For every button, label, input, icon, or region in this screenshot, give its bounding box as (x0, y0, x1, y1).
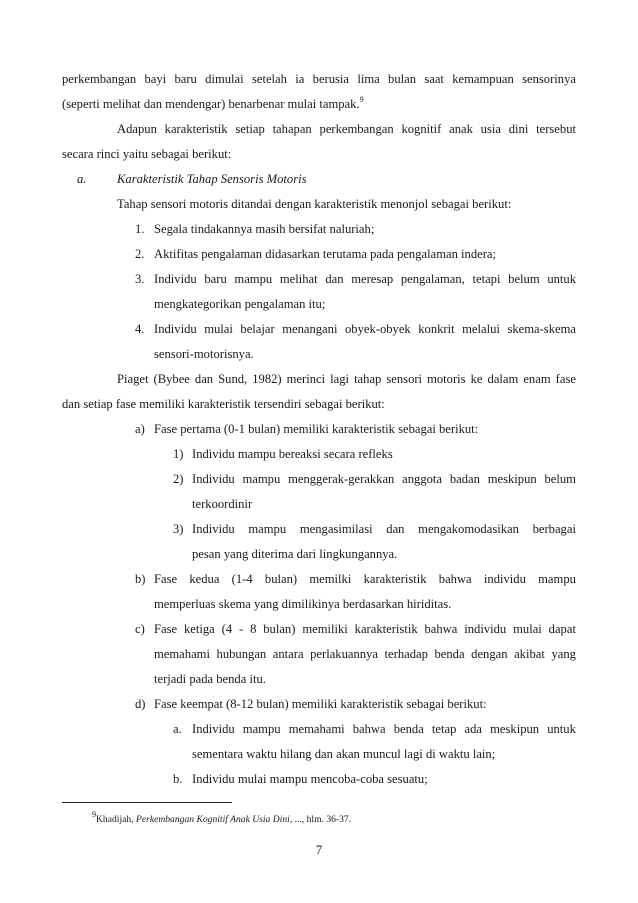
word: hubungan (216, 647, 267, 661)
word: karakteristik (363, 572, 427, 586)
sublist-item-continuation: pesan yang diterima dari lingkungannya. (192, 547, 398, 561)
list-item-continuation: mengkategorikan pengalaman itu; (154, 297, 326, 311)
word: skema-skema (507, 322, 576, 336)
list-item: Fase keempat (8-12 bulan) memiliki karakteristik sebagai berikut: (154, 697, 487, 711)
word: antara (272, 647, 304, 661)
word: Individu (154, 322, 197, 336)
word: benda (434, 647, 465, 661)
word: tetap (431, 722, 457, 736)
word: (Bybee (153, 372, 190, 386)
word: 8 (250, 622, 257, 636)
word: tahap (354, 372, 382, 386)
body-line (62, 96, 364, 112)
word: memahami (154, 647, 210, 661)
word: motoris (427, 372, 466, 386)
word: bulan) (263, 622, 296, 636)
word: Individu (192, 472, 235, 486)
word: menggerak-gerakkan (288, 472, 395, 486)
list-number: 4. (135, 322, 145, 336)
word: kedua (189, 572, 220, 586)
word: Piaget (117, 372, 149, 386)
word: tahapan (272, 122, 312, 136)
word: dalam (487, 372, 519, 386)
word: melihat (279, 272, 318, 286)
word: 1982) (252, 372, 282, 386)
word: untuk (547, 272, 576, 286)
word: dan (194, 372, 214, 386)
word: Individu (192, 522, 235, 536)
word: ke (470, 372, 483, 386)
word: usia (480, 122, 501, 136)
section-marker: a. (77, 172, 87, 186)
sublist-item (192, 521, 576, 537)
list-number: 2. (135, 247, 145, 261)
list-item-continuation: terjadi pada benda itu. (154, 672, 266, 686)
word: berusia (312, 72, 350, 86)
word: dan (325, 272, 344, 286)
word: Fase (154, 572, 178, 586)
word: dimulai (205, 72, 244, 86)
sublist-item (192, 721, 576, 737)
sublist-letter: b. (173, 772, 183, 786)
word: tetapi (472, 272, 501, 286)
word: bulan) (264, 572, 298, 586)
word: individu (483, 572, 526, 586)
word: menangani (282, 322, 338, 336)
word: fase (555, 372, 576, 386)
word: perkembangan (319, 122, 394, 136)
list-marker: b) (135, 572, 146, 586)
word: setelah (251, 72, 287, 86)
body-line (62, 71, 576, 87)
footnote-reference: 9 (359, 94, 364, 104)
word: bahwa (352, 722, 386, 736)
sublist-number: 3) (173, 522, 184, 536)
list-item: Segala tindakannya masih bersifat naluriah; (154, 222, 375, 236)
word: akibat (514, 647, 545, 661)
word: karakteristik (354, 622, 418, 636)
word: individu (464, 622, 507, 636)
sublist-item: Individu mulai mampu mencoba-coba sesuatu; (192, 772, 428, 786)
footnote-author: Khadijah, (96, 814, 136, 825)
list-item: Aktifitas pengalaman didasarkan terutama pada pengalaman indera; (154, 247, 496, 261)
word: anggota (402, 472, 443, 486)
word: mengakomodasikan (418, 522, 519, 536)
word: memilki (309, 572, 352, 586)
sublist-letter: a. (173, 722, 182, 736)
list-item (154, 621, 576, 637)
word: konkrit (418, 322, 455, 336)
word: mengasimilasi (299, 522, 373, 536)
word: tersebut (536, 122, 576, 136)
list-marker: a) (135, 422, 145, 436)
word: dini (508, 122, 529, 136)
word: sensorinya (522, 72, 576, 86)
word: baru (204, 272, 227, 286)
footnote-rule (62, 802, 232, 803)
body-text: (seperti melihat dan mendengar) benarbenar mulai tampak. (62, 97, 360, 111)
word: terhadap (384, 647, 428, 661)
word: bayi (144, 72, 167, 86)
word: - (239, 622, 244, 636)
word: mulai (513, 622, 542, 636)
word: melalui (462, 322, 500, 336)
word: perlakuannya (310, 647, 378, 661)
word: untuk (547, 722, 576, 736)
list-item (154, 571, 576, 587)
word: anak (449, 122, 473, 136)
footnote-number: 9 (92, 809, 96, 819)
word: lima (357, 72, 380, 86)
word: memiliki (302, 622, 348, 636)
word: berbagai (532, 522, 576, 536)
list-item (154, 321, 576, 337)
sublist-item: Individu mampu bereaksi secara refleks (192, 447, 393, 461)
list-item-continuation: sensori-motorisnya. (154, 347, 254, 361)
word: bahwa (438, 572, 472, 586)
word: karakteristik (164, 122, 228, 136)
sublist-number: 2) (173, 472, 184, 486)
word: kognitif (401, 122, 442, 136)
sublist-item (192, 471, 576, 487)
word: perkembangan (62, 72, 137, 86)
word: ia (295, 72, 305, 86)
word: Individu (192, 722, 235, 736)
body-line (117, 121, 576, 137)
word: dan (386, 522, 405, 536)
word: meresap (351, 272, 394, 286)
word: kemampuan (452, 72, 514, 86)
sublist-number: 1) (173, 447, 184, 461)
word: baru (174, 72, 197, 86)
word: dengan (471, 647, 508, 661)
footnote-title: Perkembangan Kognitif Anak Usia Dini (135, 814, 290, 825)
word: saat (424, 72, 444, 86)
word: bahwa (424, 622, 458, 636)
word: bulan (388, 72, 417, 86)
word: ketiga (183, 622, 215, 636)
footnote (92, 809, 352, 826)
body-line: dan setiap fase memiliki karakteristik tersendiri sebagai berikut: (62, 397, 385, 411)
word: ada (464, 722, 482, 736)
word: Adapun (117, 122, 157, 136)
word: mampu (248, 522, 287, 536)
list-item: Fase pertama (0-1 bulan) memiliki karakteristik sebagai berikut: (154, 422, 479, 436)
list-item (154, 271, 576, 287)
word: obyek-obyek (344, 322, 411, 336)
list-number: 3. (135, 272, 145, 286)
word: belum (544, 472, 576, 486)
word: dapat (548, 622, 576, 636)
word: benda (393, 722, 424, 736)
word: belum (508, 272, 540, 286)
word: memahami (288, 722, 345, 736)
word: mampu (538, 572, 576, 586)
word: (1-4 (231, 572, 253, 586)
word: mulai (204, 322, 233, 336)
list-item-continuation: memperluas skema yang dimilikinya berdasarkan hiriditas. (154, 597, 452, 611)
word: merinci (286, 372, 326, 386)
list-item-continuation (154, 646, 576, 662)
word: setiap (235, 122, 265, 136)
list-marker: d) (135, 697, 146, 711)
page-number: 7 (315, 843, 323, 857)
word: Individu (154, 272, 197, 286)
word: (4 (221, 622, 233, 636)
section-heading: Karakteristik Tahap Sensoris Motoris (117, 172, 307, 186)
list-marker: c) (135, 622, 145, 636)
word: badan (449, 472, 480, 486)
word: meskipun (490, 722, 540, 736)
body-line: secara rinci yaitu sebagai berikut: (62, 147, 232, 161)
word: meskipun (487, 472, 537, 486)
list-number: 1. (135, 222, 145, 236)
word: Fase (154, 622, 178, 636)
body-line: Tahap sensori motoris ditandai dengan karakteristik menonjol sebagai berikut: (117, 197, 512, 211)
word: Sund, (218, 372, 248, 386)
word: yang (551, 647, 576, 661)
word: sensori (386, 372, 423, 386)
word: enam (523, 372, 551, 386)
sublist-item-continuation: terkoordinir (192, 497, 253, 511)
word: mampu (242, 472, 281, 486)
word: belajar (240, 322, 275, 336)
footnote-rest: , ..., hlm. 36-37. (289, 814, 352, 825)
word: lagi (330, 372, 350, 386)
word: mampu (242, 722, 281, 736)
word: mampu (234, 272, 273, 286)
sublist-item-continuation: sementara waktu hilang dan akan muncul lagi di waktu lain; (192, 747, 496, 761)
body-line (117, 371, 576, 387)
word: pengalaman, (400, 272, 465, 286)
